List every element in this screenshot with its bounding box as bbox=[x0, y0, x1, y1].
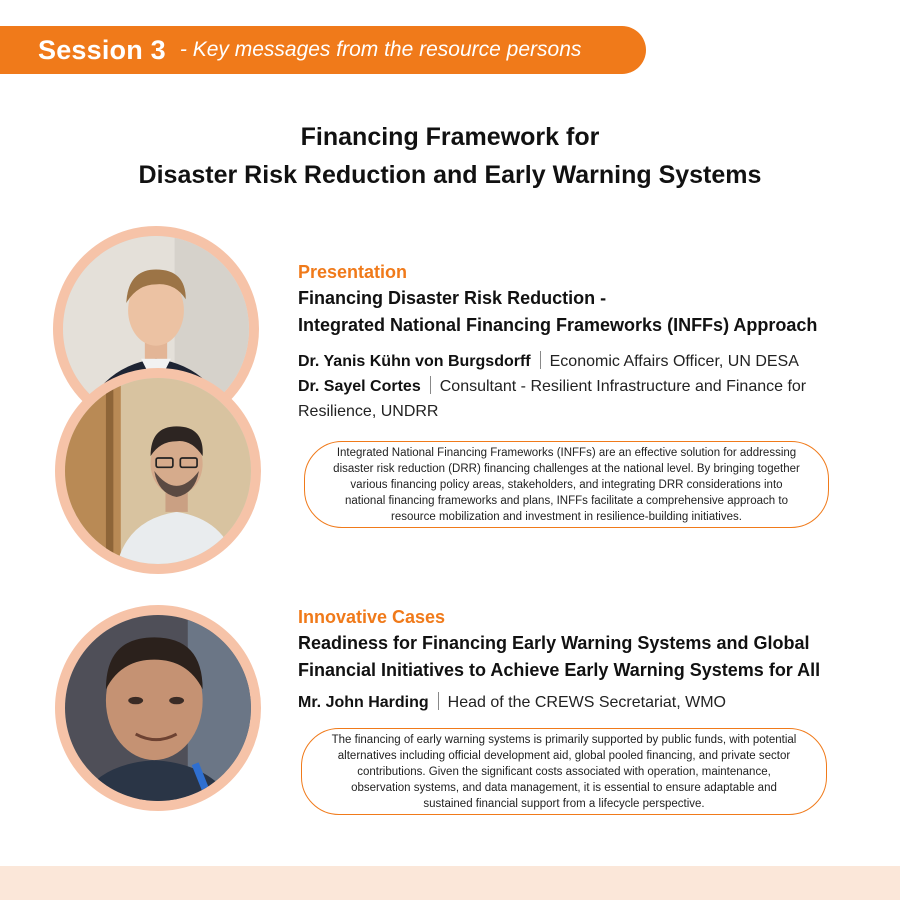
innovative-cases-title-line2: Financial Initiatives to Achieve Early Warning Systems for All bbox=[298, 660, 821, 680]
innovative-cases-tag: Innovative Cases bbox=[298, 607, 446, 627]
presentation-summary-text: Integrated National Financing Frameworks (INFFs) are an effective solution for addressing disaster risk reduction (DRR) financing challenges at the national level. By bringing together various financing policy areas, stakeholders, and integrating DRR considerations into national financing frameworks and plans, INFFs facilitate a comprehensive approach to resource mobilization and investment in resilience-building initiatives. bbox=[333, 446, 800, 523]
separator bbox=[438, 692, 439, 710]
speaker-list bbox=[298, 349, 858, 424]
speaker-photo-3 bbox=[55, 605, 261, 811]
footer-band bbox=[0, 866, 900, 900]
separator bbox=[430, 376, 431, 394]
speaker-list bbox=[298, 690, 858, 715]
presentation-title-line1: Financing Disaster Risk Reduction - bbox=[298, 288, 607, 308]
speaker-role: Head of the CREWS Secretariat, WMO bbox=[447, 694, 726, 711]
portrait-illustration bbox=[65, 378, 251, 564]
speaker-entry bbox=[298, 349, 858, 374]
innovative-cases-title-line1: Readiness for Financing Early Warning Systems and Global bbox=[298, 633, 810, 653]
presentation-tag: Presentation bbox=[298, 262, 408, 282]
speaker-role: Consultant - Resilient Infrastructure and Finance for Resilience, UNDRR bbox=[298, 378, 807, 420]
speaker-entry bbox=[298, 374, 858, 424]
session-subtitle: - Key messages from the resource persons bbox=[179, 38, 582, 61]
innovative-cases-summary-text: The financing of early warning systems is primarily supported by public funds, with potential alternatives including official development aid, global pooled financing, and private sector contributions. Given the significant costs associated with operation, maintenance, observation systems, and data management, it is essential to ensure adaptable and sustained financial support from a lifecycle perspective. bbox=[331, 733, 797, 810]
page-title-line1: Financing Framework for bbox=[300, 123, 600, 151]
speaker-photo-2 bbox=[55, 368, 261, 574]
innovative-cases-summary bbox=[301, 728, 827, 815]
innovative-cases-section bbox=[298, 604, 858, 715]
session-label: Session 3 bbox=[38, 34, 166, 65]
portrait-illustration bbox=[65, 615, 251, 801]
presentation-section bbox=[298, 259, 858, 424]
separator bbox=[540, 351, 541, 369]
innovative-cases-title bbox=[298, 630, 858, 684]
speaker-name: Mr. John Harding bbox=[298, 694, 429, 711]
page-title bbox=[0, 118, 900, 194]
page-title-line2: Disaster Risk Reduction and Early Warning Systems bbox=[138, 161, 762, 189]
presentation-summary bbox=[304, 441, 829, 528]
presentation-title bbox=[298, 285, 858, 339]
presentation-title-line2: Integrated National Financing Frameworks (INFFs) Approach bbox=[298, 315, 818, 335]
speaker-name: Dr. Sayel Cortes bbox=[298, 378, 421, 395]
speaker-entry bbox=[298, 690, 858, 715]
speaker-role: Economic Affairs Officer, UN DESA bbox=[549, 353, 799, 370]
session-banner bbox=[0, 26, 646, 74]
speaker-name: Dr. Yanis Kühn von Burgsdorff bbox=[298, 353, 531, 370]
